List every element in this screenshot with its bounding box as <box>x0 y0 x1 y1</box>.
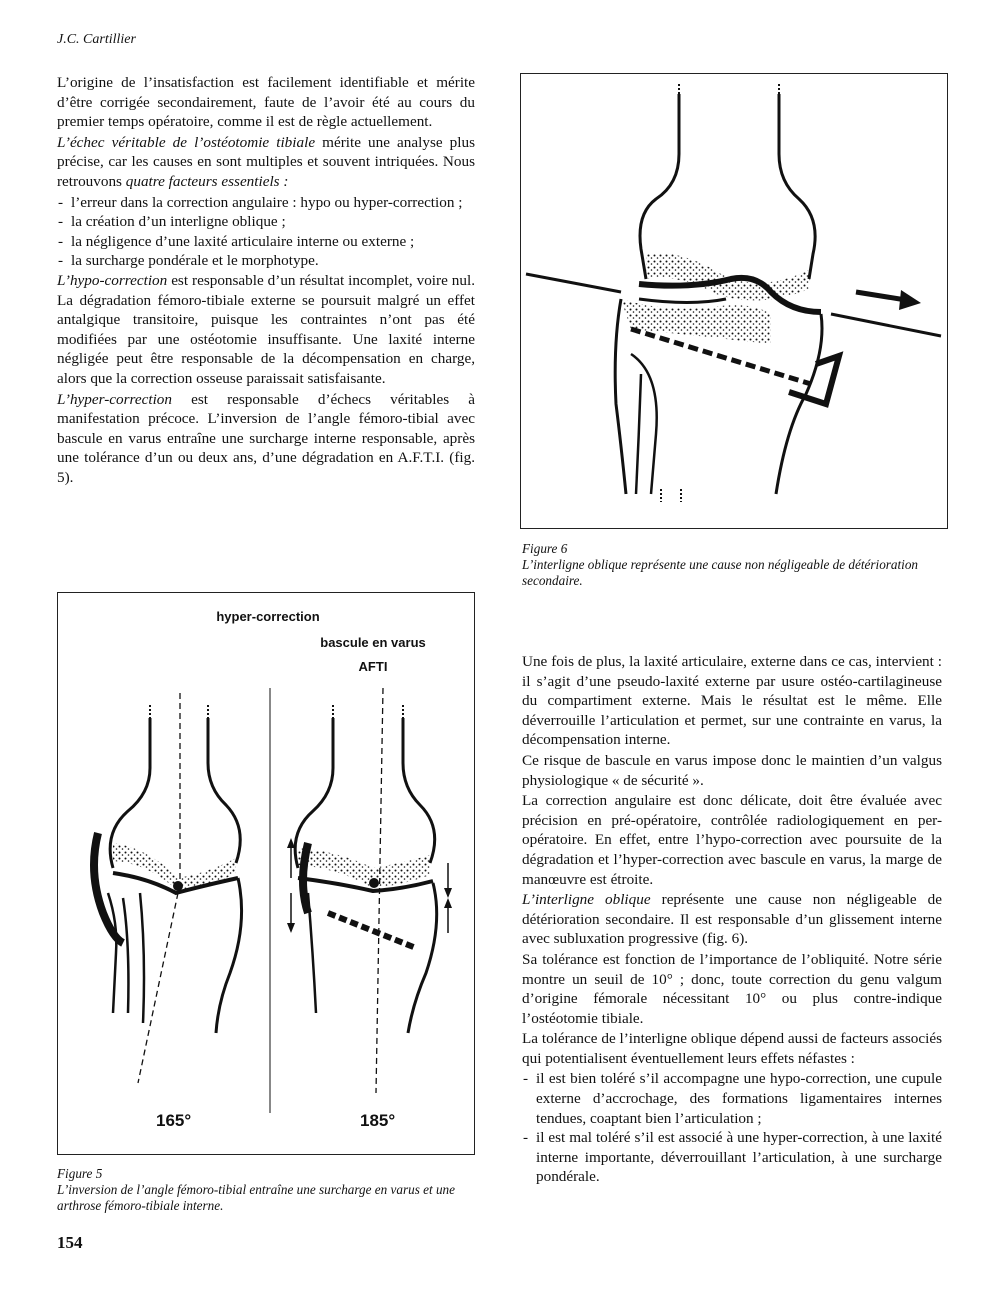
figure-6-caption-title: Figure 6 <box>522 541 568 556</box>
tolerance-list <box>522 1069 942 1187</box>
figure-6-caption-text: L’interligne oblique représente une cause non négligeable de détérioration secondaire. <box>522 557 919 588</box>
list-item: - il est bien toléré s’il accompagne une hypo-correction, une cupule externe d’accrochage, des formations ligamentaires internes tendues, coaptant bien l’articulation ; <box>522 1069 942 1128</box>
figure-6-caption <box>522 541 952 589</box>
figure-5-label-bascule: bascule en varus <box>320 635 426 650</box>
right-text-column <box>522 652 942 1187</box>
paragraph-hypo-correction: L’hypo-correction est responsable d’un résultat incomplet, voire nul. La dégradation fémoro-tibiale externe se poursuit malgré un effet antalgique transitoire, puisque les contraintes n’ont pas été modifiées par une ostéotomie insuffisante. Une laxité interne négligée peut être responsable de la décompensation en charge, alors que la correction osseuse paraissait satisfaisante. <box>57 271 475 387</box>
emphasis-facteurs: quatre facteurs essentiels : <box>125 172 289 190</box>
figure-5-caption-title: Figure 5 <box>57 1166 103 1181</box>
paragraph-risque: Ce risque de bascule en varus impose donc le maintien d’un valgus physiologique « de sécurité ». <box>522 751 942 789</box>
figure-5-angle-left: 165° <box>156 1111 192 1130</box>
running-header-author: J.C. Cartillier <box>57 32 136 47</box>
figure-5-label-hyper-correction: hyper-correction <box>216 609 320 624</box>
paragraph-echec: L’échec véritable de l’ostéotomie tibiale mérite une analyse plus précise, car les causes en sont multiples et souvent intriquées. Nous retrouvons quatre facteurs essentiels : <box>57 133 475 190</box>
factor-list <box>57 193 475 271</box>
paragraph-tolerance: Sa tolérance est fonction de l’importance de l’obliquité. Notre série montre un seuil de 10° ; donc, toute correction du genu valgum d’origine fémorale nécessitant 10° ou plus contre-indique l’ostéotomie tibiale. <box>522 950 942 1027</box>
list-item: - l’erreur dans la correction angulaire : hypo ou hyper-correction ; <box>57 193 475 213</box>
figure-5-angle-right: 185° <box>360 1111 396 1130</box>
list-item: - la négligence d’une laxité articulaire interne ou externe ; <box>57 232 475 252</box>
page-number: 154 <box>57 1233 83 1252</box>
paragraph-hyper-correction: L’hyper-correction est responsable d’échecs véritables à manifestation précoce. L’inversion de l’angle fémoro-tibial avec bascule en varus entraîne une surcharge interne responsable, après une tolérance d’un ou deux ans, d’une dégradation en A.F.T.I. (fig. 5). <box>57 390 475 486</box>
list-item: - il est mal toléré s’il est associé à une hyper-correction, à une laxité interne importante, déverrouillant l’articulation, à une surcharge pondérale. <box>522 1128 942 1187</box>
figure-5-caption-text: L’inversion de l’angle fémoro-tibial entraîne une surcharge en varus et une arthrose fémoro-tibiale interne. <box>57 1182 455 1213</box>
paragraph-laxite: Une fois de plus, la laxité articulaire, externe dans ce cas, intervient : il s’agit d’une pseudo-laxité externe par usure ostéo-cartilagineuse du compartiment externe. Mais le résultat est le même. Elle déverrouille l’articulation et permet, sur une contrainte en varus, la décompensation interne. <box>522 653 942 749</box>
figure-6-box <box>520 73 948 529</box>
paragraph-correction: La correction angulaire est donc délicate, doit être évaluée avec précision en pré-opératoire, contrôlée radiologiquement en per-opératoire. En effet, entre l’hypo-correction avec poursuite de la dégradation et l’hyper-correction avec bascule en varus, la marge de manœuvre est étroite. <box>522 792 942 888</box>
figure-5-knee-drawing <box>58 593 473 1153</box>
figure-5-box <box>57 592 475 1155</box>
list-item: - la surcharge pondérale et le morphotype. <box>57 251 475 271</box>
paragraph-interligne: L’interligne oblique représente une cause non négligeable de détérioration secondaire. Il est responsable d’un glissement interne avec subluxation progressive (fig. 6). <box>522 891 942 948</box>
figure-5-label-afti: AFTI <box>358 659 388 674</box>
paragraph-facteurs: La tolérance de l’interligne oblique dépend aussi de facteurs associés qui potentialisent éventuellement leurs effets néfastes : <box>522 1030 942 1067</box>
figure-5-caption <box>57 1166 475 1214</box>
figure-6-knee-drawing <box>521 74 946 527</box>
paragraph-origin: L’origine de l’insatisfaction est facilement identifiable et mérite d’être corrigée secondairement, faute de l’avoir été au cours du premier temps opératoire, comme il est de règle actuellement. <box>57 74 475 131</box>
emphasis-echec: L’échec véritable de l’ostéotomie tibiale <box>57 133 316 151</box>
list-item: - la création d’un interligne oblique ; <box>57 212 475 232</box>
left-text-column <box>57 73 475 488</box>
